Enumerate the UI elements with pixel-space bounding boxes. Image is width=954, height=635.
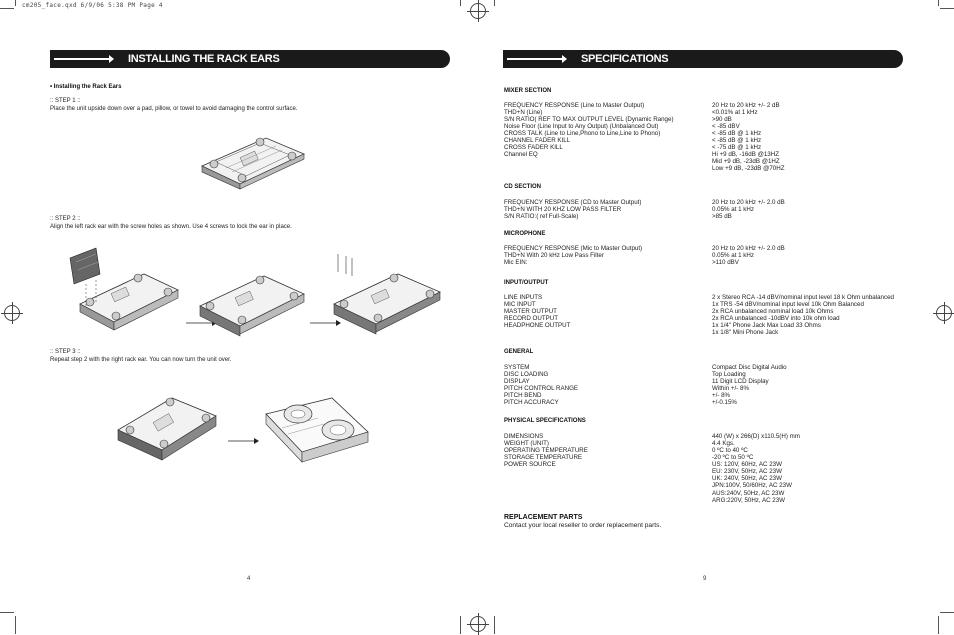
print-header: cm205_face.qxd 6/9/06 5:38 PM Page 4 <box>22 2 163 9</box>
both-ears-attached-illustration <box>112 382 224 462</box>
replacement-text: Contact your local reseller to order replacement parts. <box>504 522 662 529</box>
unit-upside-down-illustration <box>196 128 308 190</box>
second-rack-ear-illustration <box>328 252 450 340</box>
unit-turned-over-illustration <box>262 394 372 466</box>
right-banner-title: SPECIFICATIONS <box>581 53 669 65</box>
microphone-heading: MICROPHONE <box>504 231 546 237</box>
arrow-right-icon-3 <box>228 436 260 446</box>
section-bullet: • Installing the Rack Ears <box>50 84 122 90</box>
left-banner-title: INSTALLING THE RACK EARS <box>128 53 280 65</box>
general-heading: GENERAL <box>504 349 534 355</box>
banner-arrow-icon <box>54 58 110 60</box>
physical-heading: PHYSICAL SPECIFICATIONS <box>504 418 586 424</box>
step3-label: :: STEP 3 :: <box>50 349 81 355</box>
registration-mark-left <box>4 305 20 321</box>
left-page-number: 4 <box>247 576 251 582</box>
step1-text: Place the unit upside down over a pad, pillow, or towel to avoid damaging the control surface. <box>50 106 298 112</box>
left-banner <box>50 50 450 68</box>
right-page-number: 9 <box>703 576 707 582</box>
cd-heading: CD SECTION <box>504 184 542 190</box>
step2-label: :: STEP 2 :: <box>50 216 81 222</box>
step2-text: Align the left rack ear with the screw holes as shown. Use 4 screws to lock the ear in place. <box>50 224 292 230</box>
registration-mark-right <box>936 305 952 321</box>
step3-text: Repeat step 2 with the right rack ear. You can now turn the unit over. <box>50 357 232 363</box>
rack-ear-attached-illustration <box>196 266 312 338</box>
io-heading: INPUT/OUTPUT <box>504 280 549 286</box>
rack-ear-align-illustration <box>66 244 182 336</box>
mixer-heading: MIXER SECTION <box>504 88 552 94</box>
registration-mark-top <box>470 3 486 19</box>
banner-arrow-icon <box>507 58 563 60</box>
replacement-heading: REPLACEMENT PARTS <box>504 514 583 521</box>
right-banner <box>503 50 903 68</box>
step1-label: :: STEP 1 :: <box>50 98 81 104</box>
registration-mark-bottom <box>470 616 486 632</box>
